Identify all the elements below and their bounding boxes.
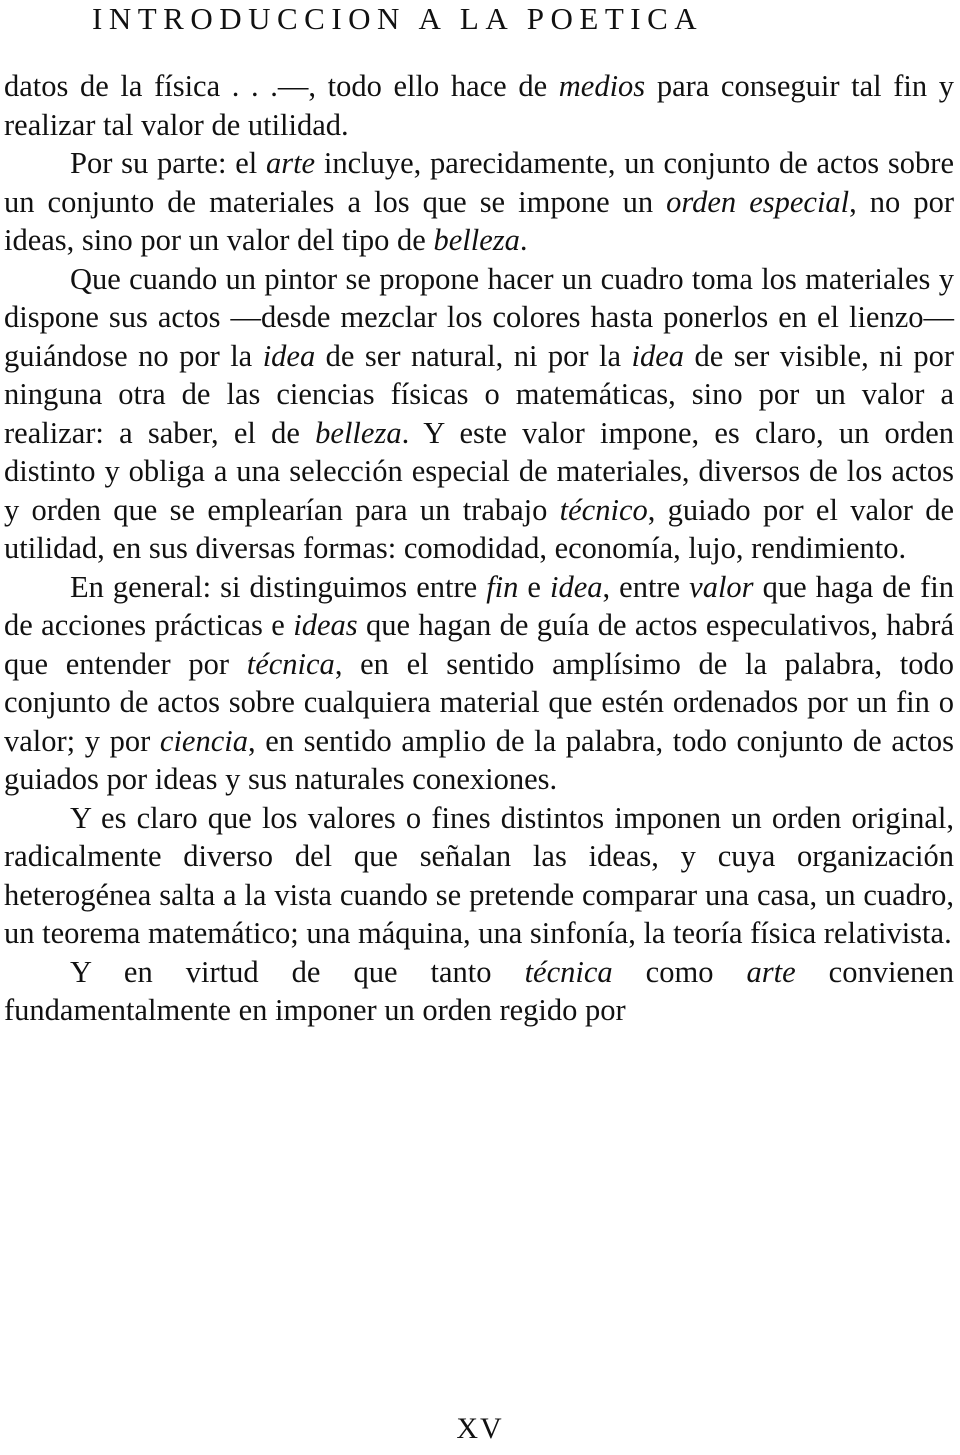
text-run: para conseguir tal fin y realizar tal valor de utilidad. <box>4 69 955 142</box>
italic-term: técnico <box>559 492 648 527</box>
text-run: que hagan de guía de actos especulativos, habrá que entender por <box>4 608 954 681</box>
text-run: , en el sentido amplísimo de la palabra, todo conjunto de actos sobre cualquiera material que estén ordenados por un fin o valor; y por <box>4 646 954 758</box>
paragraph <box>4 144 954 260</box>
text-run: , guiado por el valor de utilidad, en sus diversas formas: comodidad, economía, lujo, rendimiento. <box>4 492 954 565</box>
paragraph <box>4 260 954 568</box>
text-run: que haga de fin de acciones prácticas e <box>4 569 954 642</box>
text-run: de ser natural, ni por la <box>315 338 632 373</box>
text-run: convienen fundamentalmente en imponer un orden regido por <box>4 954 954 1027</box>
text-run: . Y este valor impone, es claro, un orden distinto y obliga a una selección especial de materiales, diversos de los actos y orden que se emplearían para un trabajo <box>4 415 954 527</box>
italic-term: ciencia <box>159 723 248 758</box>
italic-term: fin <box>486 569 519 604</box>
text-run: , no por ideas, sino por un valor del tipo de <box>4 184 954 257</box>
running-header: INTRODUCCION A LA POETICA <box>92 1 704 36</box>
text-run: En general: si distinguimos entre <box>70 569 487 604</box>
italic-term: idea <box>550 569 603 604</box>
italic-term: belleza <box>315 415 402 450</box>
paragraph <box>4 568 954 799</box>
text-run: Y en virtud de que tanto <box>70 954 525 989</box>
text-run: Por su parte: el <box>70 146 266 180</box>
italic-term: ideas <box>293 608 358 642</box>
italic-term: orden especial <box>666 184 850 219</box>
paragraph <box>4 799 954 953</box>
italic-term: belleza <box>433 223 520 257</box>
text-run: Y es claro que los valores o fines distintos imponen un orden original, radicalmente diverso del que señalan las ideas, y cuya organización heterogénea salta a la vista cuando se pretende comparar una casa, un cuadro, un teorema matemático; una máquina, una sinfonía, la teoría física relativista. <box>4 800 954 950</box>
paragraph <box>4 67 954 144</box>
italic-term: idea <box>262 338 316 373</box>
page-number: XV <box>456 1412 504 1445</box>
italic-term: arte <box>265 146 316 180</box>
text-run: , entre <box>602 569 690 604</box>
text-run: como <box>612 954 747 989</box>
italic-term: valor <box>689 569 754 604</box>
italic-term: técnica <box>246 646 335 681</box>
italic-term: técnica <box>524 954 613 989</box>
italic-term: medios <box>558 69 646 103</box>
italic-term: arte <box>746 954 796 989</box>
text-run: incluye, parecidamente, un conjunto de actos sobre un conjunto de materiales a los que se impone un <box>4 146 954 219</box>
body-text <box>4 67 954 1030</box>
text-run: de ser visible, ni por ninguna otra de las ciencias físicas o matemáticas, sino por un valor a realizar: a saber, el de <box>4 338 954 450</box>
text-run: Que cuando un pintor se propone hacer un cuadro toma los materiales y dispone sus actos —desde mezclar los colores hasta ponerlos en el lienzo— guiándose no por la <box>4 261 954 373</box>
paragraph <box>4 953 954 1030</box>
text-run: e <box>518 569 550 604</box>
text-run: . <box>519 223 528 257</box>
italic-term: idea <box>631 338 684 373</box>
text-run: , en sentido amplio de la palabra, todo conjunto de actos guiados por ideas y sus naturales conexiones. <box>4 723 954 796</box>
text-run: datos de la física . . .—, todo ello hace de <box>4 69 559 103</box>
